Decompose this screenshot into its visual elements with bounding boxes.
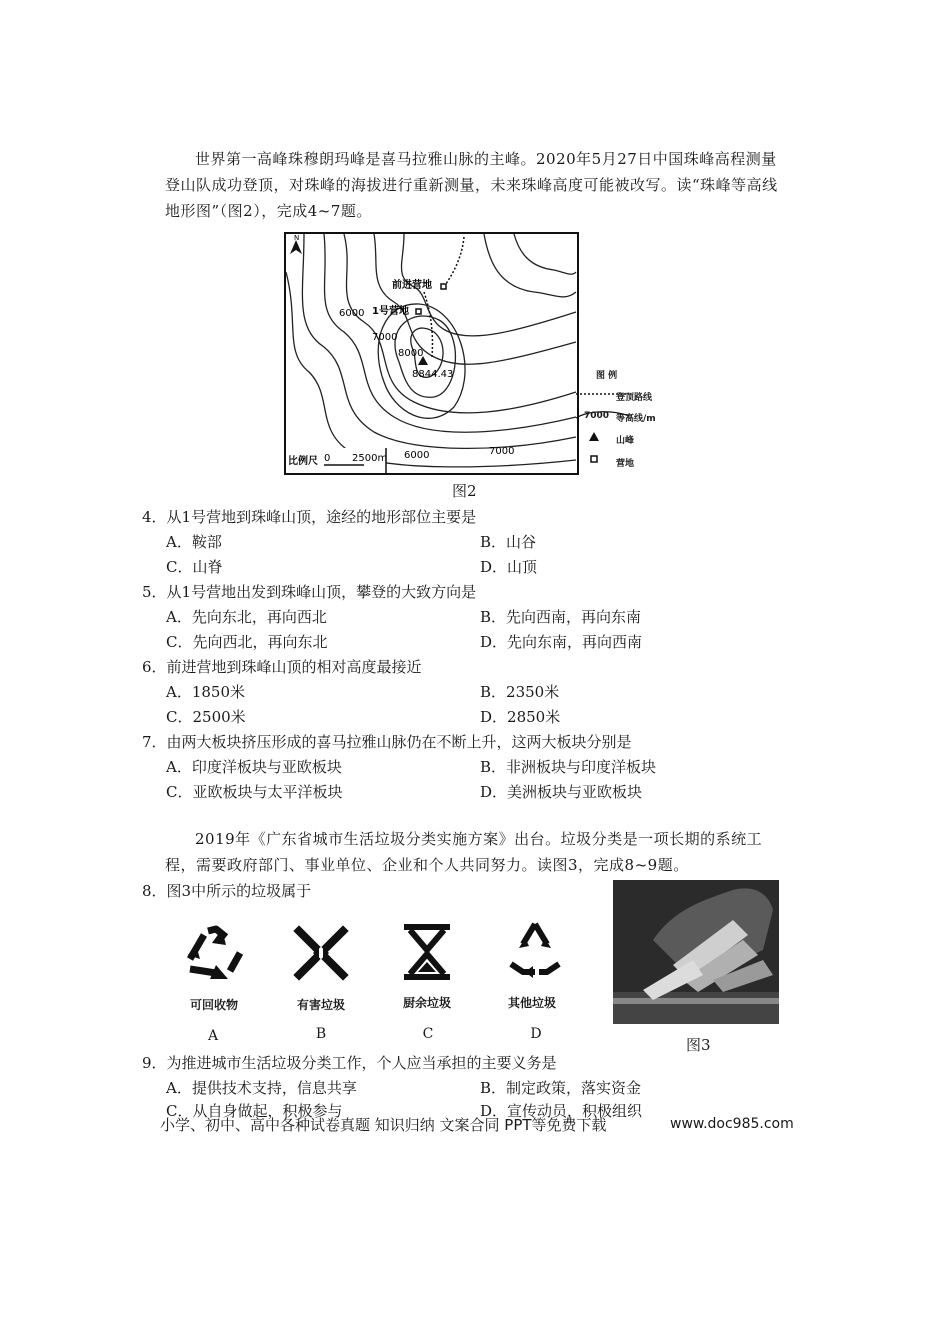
symbol-letter-a: A [207,1028,219,1044]
q7-option-a: A．印度洋板块与亚欧板块 [166,758,342,776]
question-9: 9．为推进城市生活垃圾分类工作，个人应当承担的主要义务是 [142,1054,557,1072]
q4-option-d: D．山顶 [480,558,538,576]
passage-intro-waste: 2019年《广东省城市生活垃圾分类实施方案》出台。垃圾分类是一项长期的系统工程，需要政府部门、事业单位、企业和个人共同努力。读图3，完成8~9题。 [165,830,763,874]
q5-option-b: B．先向西南，再向东南 [480,608,642,626]
q7-option-d: D．美洲板块与亚欧板块 [480,783,643,801]
figure-3-caption: 图3 [686,1036,711,1054]
legend-title: 图 例 [596,371,618,381]
symbol-letter-b: B [315,1026,327,1042]
question-4: 4．从1号营地到珠峰山顶，途经的地形部位主要是 [142,508,477,526]
contour-label-8000: 8000 [398,348,424,359]
contour-label-6000-bottom: 6000 [404,450,430,461]
q7-option-b: B．非洲板块与印度洋板块 [480,758,657,776]
symbol-label-kitchen: 厨余垃圾 [402,996,451,1010]
q5-option-a: A．先向东北，再向西北 [166,608,327,626]
q9-option-d: D．宣传动员，积极组织 [480,1102,643,1120]
scale-distance: 2500m [352,453,388,464]
question-6: 6．前进营地到珠峰山顶的相对高度最接近 [142,658,422,676]
q4-option-b: B．山谷 [480,533,537,551]
q6-option-a: A．1850米 [166,683,246,701]
kitchen-waste-icon [402,922,452,982]
question-7: 7．由两大板块挤压形成的喜马拉雅山脉仍在不断上升，这两大板块分别是 [142,733,632,751]
recyclable-icon [182,925,246,983]
contour-label-7000: 7000 [372,332,398,343]
q6-option-c: C．2500米 [166,708,246,726]
footer-text: 小学、初中、高中各种试卷真题 知识归纳 文案合同 PPT等免费下载 [160,1116,607,1134]
symbol-letter-d: D [530,1026,542,1042]
contour-label-6000: 6000 [339,308,365,319]
footer-url[interactable]: www.doc985.com [670,1116,794,1132]
scale-zero: 0 [324,453,331,464]
label-camp-1: 1号营地 [372,306,409,317]
figure-3-photo [613,880,779,1024]
symbol-letter-c: C [422,1026,434,1042]
map-north: N [294,234,300,242]
contour-label-7000-bottom: 7000 [489,446,515,457]
symbol-label-recyclable: 可回收物 [189,998,238,1012]
other-waste-icon [505,920,565,978]
label-forward-camp: 前进营地 [392,280,432,291]
question-8: 8．图3中所示的垃圾属于 [142,882,312,900]
q5-option-d: D．先向东南，再向西南 [480,633,643,651]
hazardous-icon [293,925,349,981]
legend-camp: 营地 [616,459,635,469]
q7-option-c: C．亚欧板块与太平洋板块 [166,783,343,801]
q6-option-d: D．2850米 [480,708,561,726]
legend-contour-value: 7000 [584,411,610,421]
q9-option-c: C．从自身做起，积极参与 [166,1102,343,1120]
q9-option-b: B．制定政策，落实资金 [480,1079,642,1097]
question-5: 5．从1号营地出发到珠峰山顶，攀登的大致方向是 [142,583,477,601]
symbol-label-hazardous: 有害垃圾 [296,998,345,1012]
scale-label: 比例尺 [288,456,318,467]
legend-contour: 等高线/m [616,414,656,424]
q9-option-a: A．提供技术支持，信息共享 [166,1079,357,1097]
symbol-label-other: 其他垃圾 [507,996,556,1010]
label-peak-elevation: 8844.43 [412,369,454,380]
q5-option-c: C．先向西北，再向东北 [166,633,328,651]
legend-peak: 山峰 [616,436,635,446]
q4-option-a: A．鞍部 [166,533,222,551]
legend-route: 登顶路线 [616,393,653,403]
q6-option-b: B．2350米 [480,683,560,701]
q4-option-c: C．山脊 [166,558,223,576]
passage-intro-everest: 世界第一高峰珠穆朗玛峰是喜马拉雅山脉的主峰。2020年5月27日中国珠峰高程测量登山队成功登顶，对珠峰的海拔进行重新测量，未来珠峰高度可能被改写。读“珠峰等高线地形图”（图2），完成4~7题。 [165,150,778,220]
figure-2-caption: 图2 [452,482,477,500]
